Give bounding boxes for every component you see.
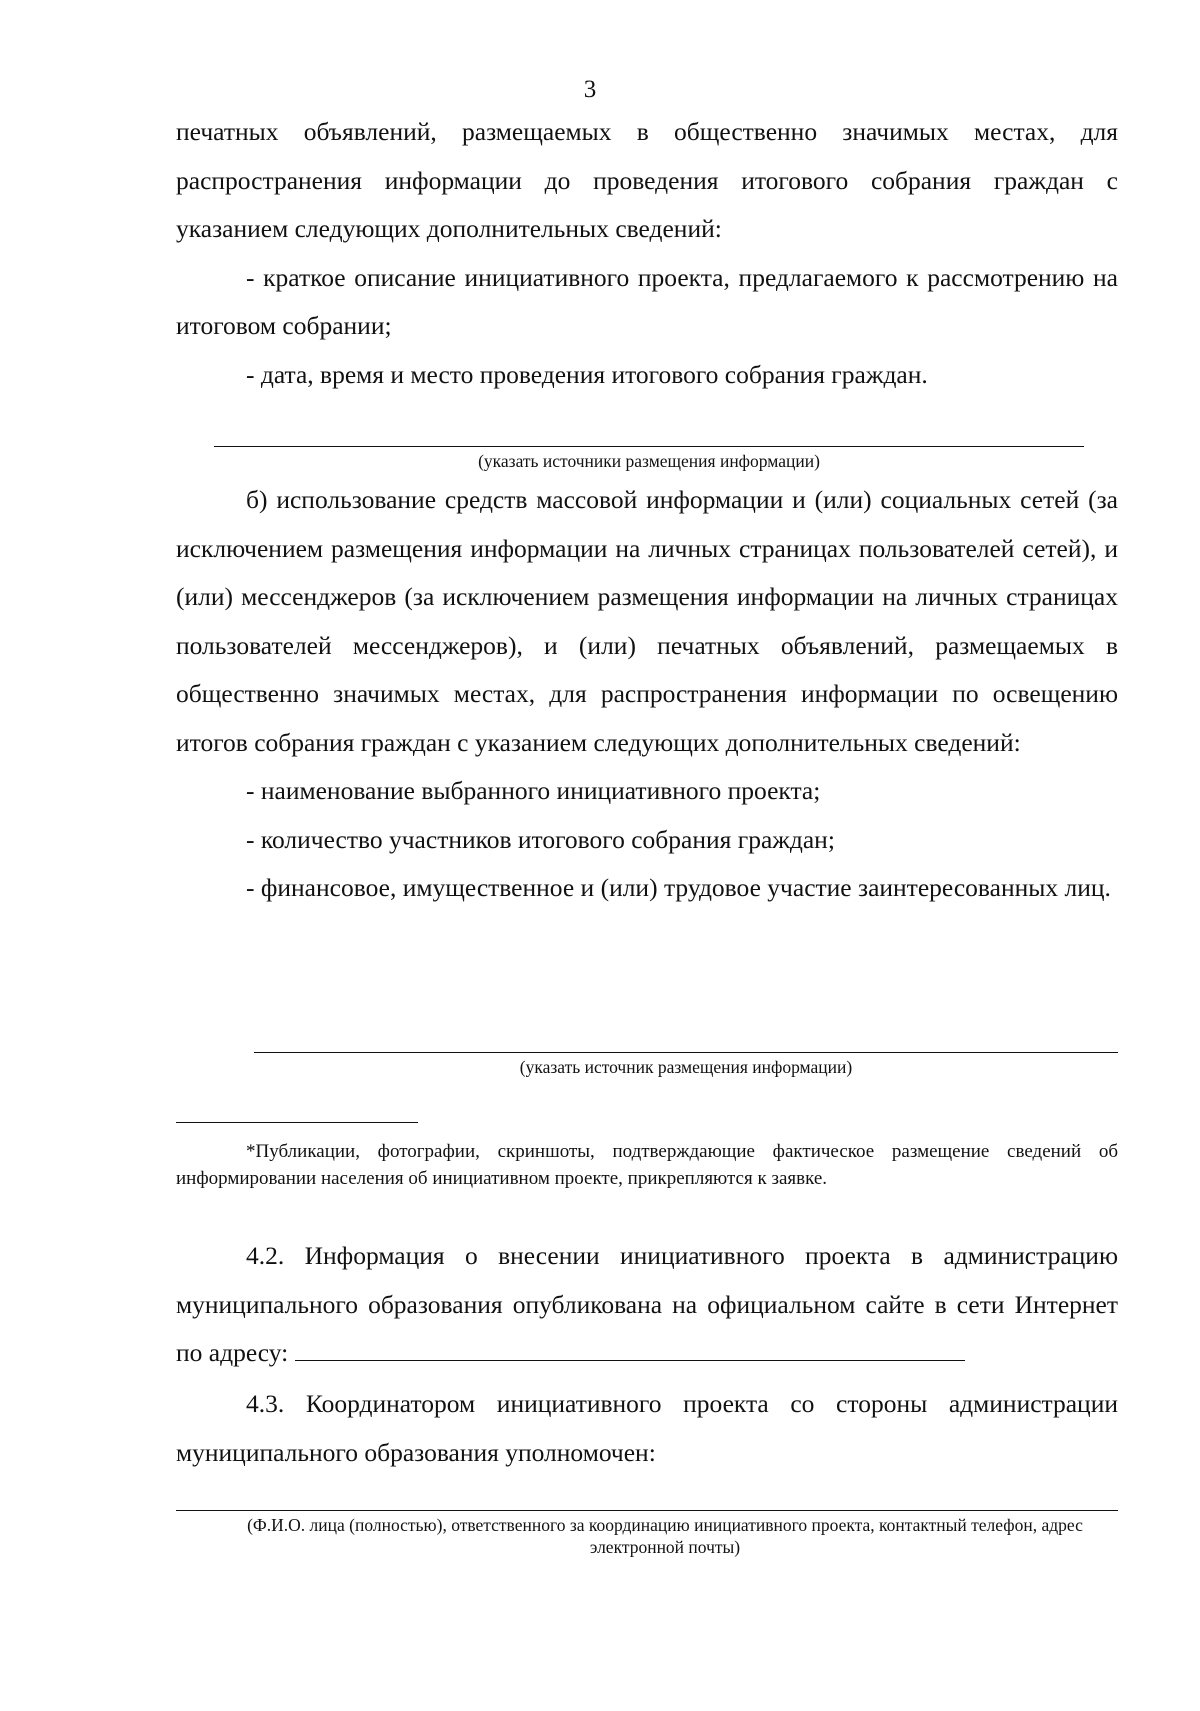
section-a-item-1: - краткое описание инициативного проекта, предлагаемого к рассмотрению на итоговом собрании;	[176, 262, 1118, 340]
website-address-blank	[295, 1332, 965, 1361]
section-b-item-2: - количество участников итогового собрания граждан;	[246, 824, 835, 854]
section-4-3	[176, 1380, 1118, 1477]
footnote-separator	[176, 1122, 418, 1123]
coordinator-blank-line	[176, 1510, 1118, 1511]
section-a-caption: (указать источники размещения информации)	[478, 451, 820, 471]
coordinator-caption: (Ф.И.О. лица (полностью), ответственного за координацию инициативного проекта, контактный телефон, адрес электронной почты)	[247, 1515, 1083, 1557]
section-a-item-2: - дата, время и место проведения итогового собрания граждан.	[246, 359, 928, 389]
section-4-2-text: 4.2. Информация о внесении инициативного проекта в администрацию муниципального образования опубликована на официальном сайте в сети Интернет по адресу:	[176, 1241, 1118, 1367]
section-b-caption: (указать источник размещения информации)	[519, 1057, 853, 1077]
section-4-2	[176, 1232, 1118, 1378]
section-4-2-paragraph	[176, 1232, 1118, 1378]
section-b-item-3: - финансовое, имущественное и (или) трудовое участие заинтересованных лиц.	[246, 873, 1111, 902]
section-b-paragraph: б) использование средств массовой информации и (или) социальных сетей (за исключением размещения информации на личных страницах пользователей сетей), и (или) мессенджеров (за исключением размещения информации на личных страницах пользователей мессенджеров), и (или) печатных объявлений, размещаемых в общественно значимых местах, для распространения информации по освещению итогов собрания граждан с указанием следующих дополнительных сведений:	[176, 485, 1118, 757]
footnote-block	[176, 1138, 1118, 1192]
section-a-paragraph: печатных объявлений, размещаемых в общественно значимых местах, для распространения информации до проведения итогового собрания граждан с указанием следующих дополнительных сведений:	[176, 117, 1118, 243]
footnote: *Публикации, фотографии, скриншоты, подтверждающие фактическое размещение сведений об информировании населения об инициативном проекте, прикрепляются к заявке.	[176, 1141, 1118, 1189]
section-a-blank-line	[214, 446, 1084, 447]
section-4-3-paragraph: 4.3. Координатором инициативного проекта со стороны администрации муниципального образования уполномочен:	[176, 1389, 1118, 1467]
section-b-blank-line	[254, 1052, 1118, 1053]
section-b-item-1: - наименование выбранного инициативного проекта;	[246, 776, 821, 805]
page-number: 3	[583, 76, 597, 103]
section-a	[176, 108, 1118, 399]
section-b	[176, 476, 1118, 913]
